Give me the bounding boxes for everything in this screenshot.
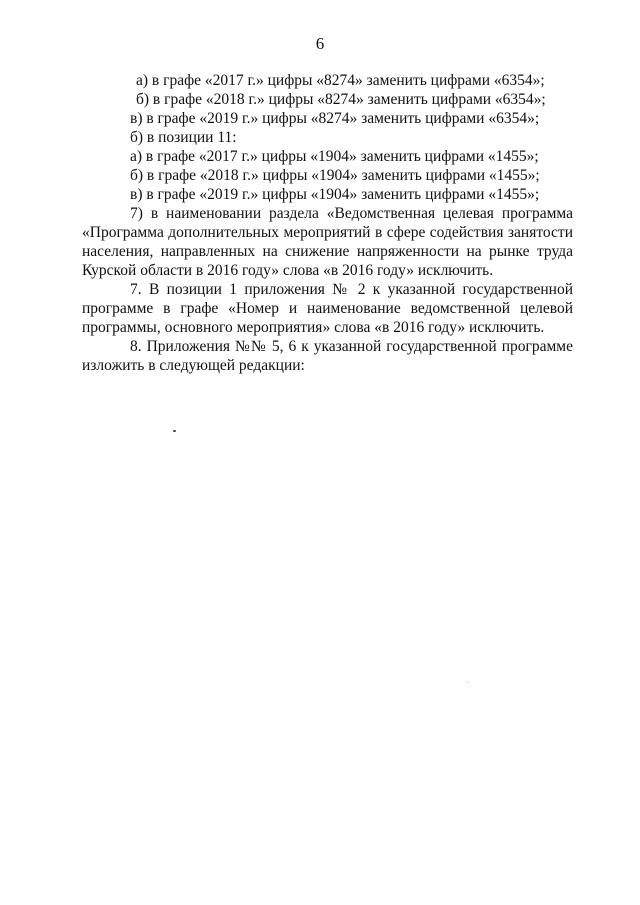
text-line-2018-1904: б) в графе «2018 г.» цифры «1904» заменить цифрами «1455»; (130, 167, 540, 184)
text-line-2019-8274: в) в графе «2019 г.» цифры «8274» заменить цифрами «6354»; (130, 110, 540, 127)
text-line-2018-8274: б) в графе «2018 г.» цифры «8274» заменить цифрами «6354»; (136, 91, 546, 108)
paragraph-7b-line-3: программы, основного мероприятия» слова «в 2016 году» исключить. (82, 319, 545, 336)
paragraph-7-line-2: «Программа дополнительных мероприятий в сфере содействия занятости (82, 224, 573, 241)
paragraph-7b-line-2: программе в графе «Номер и наименование ведомственной целевой (82, 300, 573, 317)
scan-speck (467, 682, 468, 683)
paragraph-7b-line-1: 7. В позиции 1 приложения № 2 к указанной государственной (130, 281, 573, 298)
text-line-2017-8274: а) в графе «2017 г.» цифры «8274» заменить цифрами «6354»; (136, 72, 545, 89)
paragraph-7-line-3: населения, направленных на снижение напряженности на рынке труда (82, 243, 573, 260)
paragraph-7-line-4: Курской области в 2016 году» слова «в 2016 году» исключить. (82, 262, 494, 279)
paragraph-8-line-2: изложить в следующей редакции: (82, 357, 305, 374)
scan-speck (173, 430, 176, 432)
paragraph-8-line-1: 8. Приложения №№ 5, 6 к указанной государственной программе (130, 338, 573, 355)
page-number: 6 (315, 34, 325, 53)
text-line-2019-1904: в) в графе «2019 г.» цифры «1904» заменить цифрами «1455»; (130, 186, 540, 203)
text-line-2017-1904: а) в графе «2017 г.» цифры «1904» заменить цифрами «1455»; (130, 148, 539, 165)
text-line-position-11: б) в позиции 11: (130, 129, 237, 146)
paragraph-7-line-1: 7) в наименовании раздела «Ведомственная целевая программа (130, 205, 573, 222)
